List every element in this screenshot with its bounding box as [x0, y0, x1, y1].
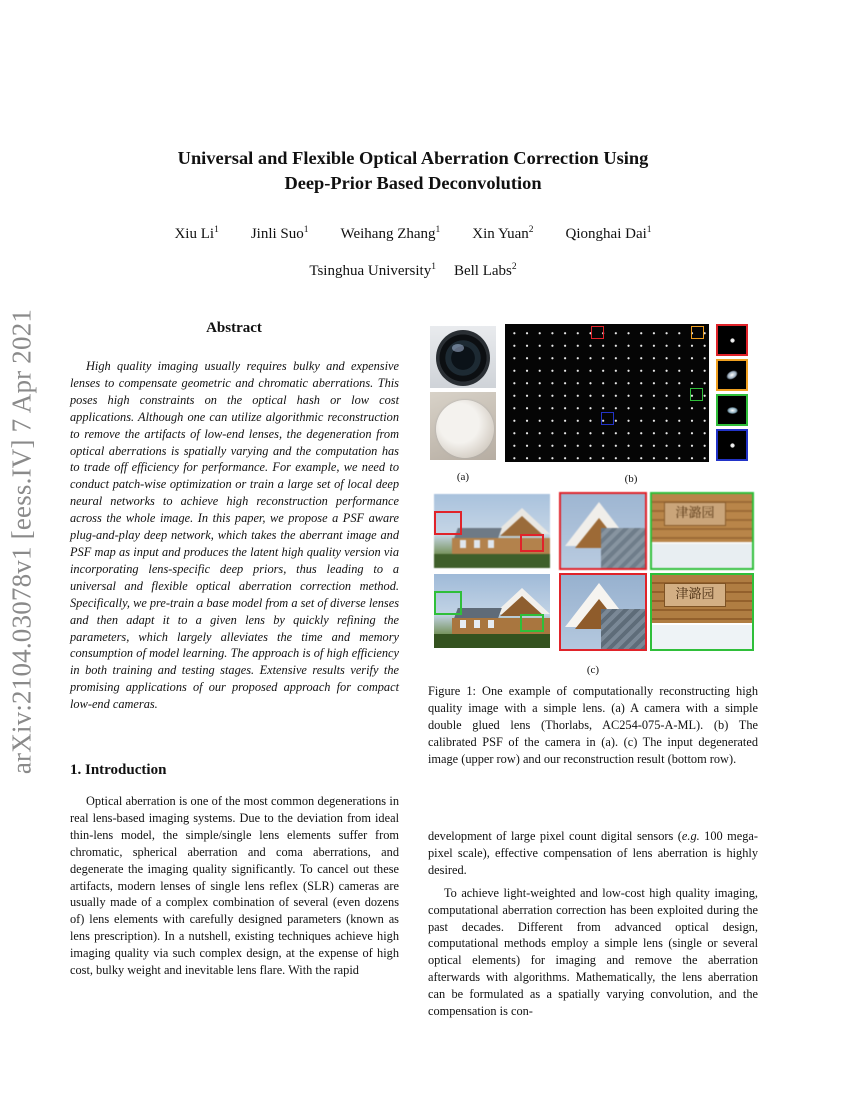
sign-text: 津潞园: [664, 583, 726, 607]
paragraph-continuation: development of large pixel count digital sensors (e.g. 100 mega-pixel scale), effective compensation of lens aberration is highly desired.: [428, 829, 758, 877]
affiliation: Tsinghua University$^1$: [309, 262, 436, 279]
sign-crop-input: [650, 492, 754, 570]
psf-zoom-blue: [716, 429, 748, 461]
psf-zoom-red: [716, 324, 748, 356]
abstract-text: High quality imaging usually requires bulky and expensive lenses to compensate geometric and chromatic aberrations. This poses high constraints on the optical hash or low cost applications. Although one can utilize algorithmic reconstruction to remove the artifacts of low-end lenses, the degeneration from optical aberrations is spatially varying and the computation has to trade off efficiency for performance. For example, we need to conduct patch-wise optimization or train a large set of local deep neural networks to achieve high reconstruction performance across the whole image. In this paper, we propose a PSF aware plug-and-play deep network, which takes the aberrant image and PSF map as input and produces the latent high quality version via incorporating lens-specific deep priors, thus leading to a universal and flexible optical aberration correction method. Specifically, we pre-train a base model from a set of diverse lenses and then adapt it to a given lens by quickly refining the parameters, which largely alleviates the time and memory consumption of model learning. The approach is of high efficiency in both training and testing stages. Extensive results verify the promising applications of our proposed approach for compact low-end cameras.: [70, 359, 399, 712]
psf-zoom-orange: [716, 359, 748, 391]
psf-box-orange: [691, 326, 704, 339]
author: Xiu Li$^1$: [174, 225, 219, 242]
roi-box-red-sign: [520, 534, 544, 552]
arxiv-stamp: arXiv:2104.03078v1 [eess.IV] 7 Apr 2021: [6, 308, 37, 775]
author: Weihang Zhang$^1$: [340, 225, 441, 242]
section-heading: 1. Introduction: [70, 762, 167, 778]
roi-box-green: [434, 591, 462, 615]
roof-crop-output: [559, 573, 647, 651]
psf-box-blue: [601, 412, 614, 425]
affiliation: Bell Labs$^2$: [453, 262, 517, 279]
figure-caption: Figure 1: One example of computationally reconstructing high quality image with a simple lens. (a) A camera with a simple double glued lens (Thorlabs, AC254-075-A-ML). (b) The calibrated PSF of the camera in (a). (c) The input degenerated image (upper row) and our reconstruction result (bottom row).: [428, 684, 758, 766]
sign-text: 津潞园: [664, 502, 726, 526]
psf-box-red: [591, 326, 604, 339]
right-column-text: [428, 828, 758, 1020]
abstract-heading: Abstract: [206, 320, 262, 336]
figure-1: [428, 322, 758, 682]
author: Jinli Suo$^1$: [250, 225, 309, 242]
psf-grid: [505, 324, 709, 462]
paragraph: To achieve light-weighted and low-cost high quality imaging, computational aberration correction has been exploited during the past decades. Different from advanced optical design, computational methods employ a simple lens (single or several optical elements) for imaging and remove the aberration afterwards with algorithms. Mathematically, the lens aberration can be formulated as a spatially varying convolution, and the compensation is con-: [428, 885, 758, 1019]
label-a: (a): [456, 471, 470, 483]
author: Qionghai Dai$^1$: [565, 225, 652, 242]
sign-crop-output: [650, 573, 754, 651]
roof-crop-input: [559, 492, 647, 570]
camera-lens-photo: [430, 326, 496, 388]
psf-box-green: [690, 388, 703, 401]
author-list: [90, 226, 736, 243]
intro-paragraph: Optical aberration is one of the most common degenerations in real lens-based imaging systems. Due to the deviation from ideal thin-lens model, the simple/single lens elements suffer from chromatic, spherical aberration and coma aberrations, and degenerate the imaging quality significantly. To cancel out these artifacts, modern lenses of single lens reflex (SLR) cameras are usually made of a complex combination of several (even dozens of) lens elements with carefully designed parameters (known as lens prescription). In a nutshell, existing techniques achieve high imaging quality via such complex design, at the expense of high cost, bulky weight and inevitable lens flare. With the rapid: [70, 794, 399, 978]
title-line-2: Deep-Prior Based Deconvolution: [284, 173, 542, 193]
roi-box-red: [434, 511, 462, 535]
roi-box-green-sign: [520, 614, 544, 632]
title-line-1: Universal and Flexible Optical Aberration Correction Using: [177, 148, 649, 168]
paper-title: [100, 146, 726, 196]
lens-element-photo: [430, 392, 496, 460]
label-c: (c): [586, 664, 600, 676]
affiliation-list: [90, 263, 736, 280]
psf-zoom-green: [716, 394, 748, 426]
label-b: (b): [624, 473, 638, 485]
author: Xin Yuan$^2$: [472, 225, 534, 242]
